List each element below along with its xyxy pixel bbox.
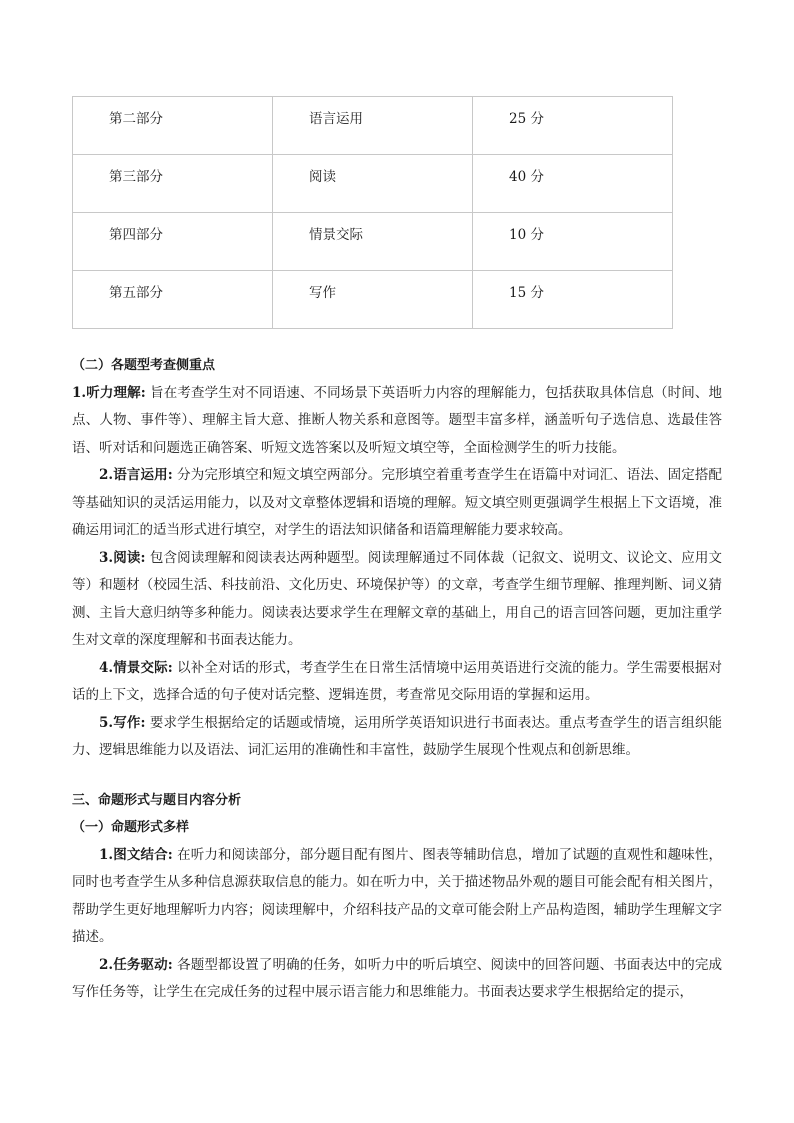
table-row <box>73 271 673 329</box>
document-body <box>72 352 722 1007</box>
item-text: 以补全对话的形式，考查学生在日常生活情境中运用英语进行交流的能力。学生需要根据对话的上下文，选择合适的句子使对话完整、逻辑连贯，考查常见交际用语的掌握和运用。 <box>72 659 722 703</box>
item-term: 5.写作: <box>99 714 146 731</box>
score-cell: 15 分 <box>473 271 673 329</box>
focus-item-reading <box>72 545 722 655</box>
section-cell: 情景交际 <box>273 213 473 271</box>
focus-item-writing <box>72 710 722 765</box>
score-cell: 25 分 <box>473 97 673 155</box>
section-cell: 阅读 <box>273 155 473 213</box>
table-row <box>73 213 673 271</box>
focus-item-language-use <box>72 462 722 545</box>
part-cell: 第二部分 <box>73 97 273 155</box>
score-table <box>72 96 673 329</box>
score-cell: 40 分 <box>473 155 673 213</box>
form-item-task-driven <box>72 952 722 1007</box>
score-cell: 10 分 <box>473 213 673 271</box>
table-row <box>73 97 673 155</box>
item-term: 2.任务驱动: <box>99 956 173 973</box>
item-term: 2.语言运用: <box>99 467 173 483</box>
section-gap <box>72 765 722 787</box>
section3-subheading: （一）命题形式多样 <box>72 820 190 835</box>
focus-item-listening <box>72 380 722 463</box>
item-term: 1.听力理解: <box>72 384 146 401</box>
item-text: 分为完形填空和短文填空两部分。完形填空着重考查学生在语篇中对词汇、语法、固定搭配等基础知识的灵活运用能力，以及对文章整体逻辑和语境的理解。短文填空则更强调学生根据上下文语境，准确运用词汇的适当形式进行填空，对学生的语法知识储备和语篇理解能力要求较高。 <box>72 467 722 538</box>
section-cell: 写作 <box>273 271 473 329</box>
section-cell: 语言运用 <box>273 97 473 155</box>
part-cell: 第四部分 <box>73 213 273 271</box>
item-term: 3.阅读: <box>99 549 146 566</box>
item-term: 1.图文结合: <box>99 846 173 863</box>
item-term: 4.情景交际: <box>99 659 173 676</box>
form-item-image-text <box>72 842 722 952</box>
focus-heading: （二）各题型考查侧重点 <box>72 358 216 373</box>
section3-heading: 三、命题形式与题目内容分析 <box>72 792 242 808</box>
focus-item-dialogue <box>72 655 722 710</box>
table-row <box>73 155 673 213</box>
part-cell: 第三部分 <box>73 155 273 213</box>
item-text: 在听力和阅读部分，部分题目配有图片、图表等辅助信息，增加了试题的直观性和趣味性，同时也考查学生从多种信息源获取信息的能力。如在听力中，关于描述物品外观的题目可能会配有相关图片，帮助学生更好地理解听力内容；阅读理解中，介绍科技产品的文章可能会附上产品构造图，辅助学生理解文字描述。 <box>72 846 722 945</box>
item-text: 包含阅读理解和阅读表达两种题型。阅读理解通过不同体裁（记叙文、说明文、议论文、应用文等）和题材（校园生活、科技前沿、文化历史、环境保护等）的文章，考查学生细节理解、推理判断、词义猜测、主旨大意归纳等多种能力。阅读表达要求学生在理解文章的基础上，用自己的语言回答问题，更加注重学生对文章的深度理解和书面表达能力。 <box>72 549 722 648</box>
item-text: 各题型都设置了明确的任务，如听力中的听后填空、阅读中的回答问题、书面表达中的完成写作任务等，让学生在完成任务的过程中展示语言能力和思维能力。书面表达要求学生根据给定的提示， <box>72 956 722 1000</box>
item-text: 旨在考查学生对不同语速、不同场景下英语听力内容的理解能力，包括获取具体信息（时间、地点、人物、事件等）、理解主旨大意、推断人物关系和意图等。题型丰富多样，涵盖听句子选信息、选最佳答语、听对话和问题选正确答案、听短文选答案以及听短文填空等，全面检测学生的听力技能。 <box>72 384 723 456</box>
item-text: 要求学生根据给定的话题或情境，运用所学英语知识进行书面表达。重点考查学生的语言组织能力、逻辑思维能力以及语法、词汇运用的准确性和丰富性，鼓励学生展现个性观点和创新思维。 <box>72 714 722 758</box>
part-cell: 第五部分 <box>73 271 273 329</box>
